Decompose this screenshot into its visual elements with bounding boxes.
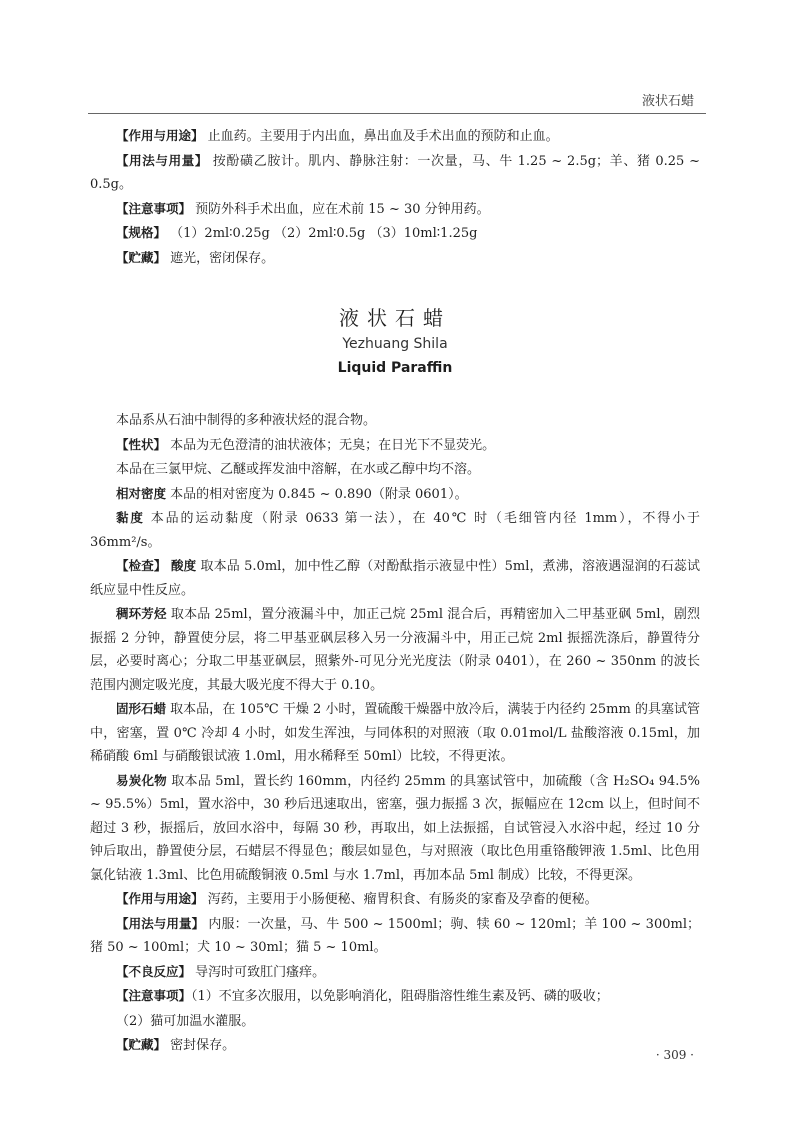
paragraph-text: 本品为无色澄清的油状液体；无臭；在日光下不显荧光。 bbox=[166, 437, 496, 453]
paragraph-text: 内服：一次量，马、牛 500 ~ 1500ml；驹、犊 60 ~ 120ml；羊 100 ~ 300ml；猪 50 ~ 100ml；犬 10 ~ 30ml；猫 5 ~ 10ml。 bbox=[90, 916, 700, 955]
paragraph-text: 按酚磺乙胺计。肌内、静脉注射：一次量，马、牛 1.25 ~ 2.5g；羊、猪 0.25 ~ 0.5g。 bbox=[90, 153, 700, 192]
body-paragraph-storage bbox=[90, 1033, 700, 1058]
paragraph-text: 密封保存。 bbox=[166, 1038, 236, 1053]
body-paragraph-definition bbox=[90, 408, 700, 433]
paragraph-text: 泻药，主要用于小肠便秘、瘤胃积食、有肠炎的家畜及孕畜的便秘。 bbox=[203, 892, 598, 907]
paragraph-text: 本品的运动黏度（附录 0633 第一法），在 40℃ 时（毛细管内径 1mm），不得小于 36mm²/s。 bbox=[90, 511, 700, 550]
section-label: 【作用与用途】 bbox=[116, 891, 204, 906]
section-label: 【注意事项】 bbox=[116, 988, 192, 1003]
paragraph-text: （2）猫可加温水灌服。 bbox=[116, 1013, 255, 1029]
page-content bbox=[90, 124, 700, 1058]
paragraph-text: 本品系从石油中制得的多种液状烃的混合物。 bbox=[116, 413, 377, 428]
paragraph-text: 预防外科手术出血，应在术前 15 ~ 30 分钟用药。 bbox=[191, 201, 490, 217]
top-paragraph-storage bbox=[90, 246, 700, 271]
body-paragraph-solid-paraffin bbox=[90, 697, 700, 769]
header-divider bbox=[88, 113, 706, 114]
paragraph-text: 取本品 5.0ml，加中性乙醇（对酚酞指示液显中性）5ml，煮沸，溶液遇湿润的石蕊试纸应显中性反应。 bbox=[90, 559, 700, 598]
body-paragraph-precautions bbox=[90, 984, 700, 1009]
page-number: · 309 · bbox=[655, 1048, 694, 1062]
monograph-title-chinese: 液状石蜡 bbox=[339, 306, 451, 330]
body-paragraph-use bbox=[90, 887, 700, 912]
section-label: 【注意事项】 bbox=[116, 200, 192, 216]
paragraph-text: 止血药。主要用于内出血，鼻出血及手术出血的预防和止血。 bbox=[203, 129, 559, 144]
section-label: 【不良反应】 bbox=[116, 963, 192, 979]
section-label: 【贮藏】 bbox=[116, 249, 167, 265]
body-paragraph-description bbox=[90, 433, 700, 458]
paragraph-text: （1）不宜多次服用，以免影响消化，阻碍脂溶性维生素及钙、磷的吸收； bbox=[191, 989, 609, 1004]
body-paragraph-carbonizable-substances bbox=[90, 769, 700, 888]
monograph-title-english: Liquid Paraffin bbox=[337, 360, 453, 376]
paragraph-text: 取本品，在 105℃ 干燥 2 小时，置硫酸干燥器中放冷后，满装于内径约 25mm 的具塞试管中，密塞，置 0℃ 冷却 4 小时，如发生浑浊，与同体积的对照液（取 0.01mol/L 盐酸溶液 0.15ml，加稀硝酸 6ml 与硝酸银试液 1.0ml，用水稀释至 50ml）比较，不得更浓。 bbox=[90, 702, 700, 764]
body-paragraph-relative-density bbox=[90, 482, 700, 507]
top-paragraph-use bbox=[90, 124, 700, 149]
section-label: 易炭化物 bbox=[116, 772, 167, 788]
body-paragraph-dosage bbox=[90, 912, 700, 960]
body-paragraph-polycyclic-aromatics bbox=[90, 602, 700, 697]
section-label: 相对密度 bbox=[116, 485, 167, 501]
top-paragraph-precautions bbox=[90, 197, 700, 222]
section-label: 【检查】 酸度 bbox=[116, 558, 197, 573]
paragraph-text: （1）2ml∶0.25g （2）2ml∶0.5g （3）10ml∶1.25g bbox=[166, 226, 478, 241]
section-label: 稠环芳烃 bbox=[116, 606, 167, 621]
body-paragraph-viscosity bbox=[90, 506, 700, 554]
body-paragraph-precautions-cont bbox=[90, 1009, 700, 1034]
paragraph-text: 本品在三氯甲烷、乙醚或挥发油中溶解，在水或乙醇中均不溶。 bbox=[116, 462, 481, 477]
section-label: 【性状】 bbox=[116, 436, 167, 452]
running-header-title: 液状石蜡 bbox=[641, 94, 694, 109]
top-paragraph-dosage bbox=[90, 149, 700, 197]
top-paragraph-specification bbox=[90, 221, 700, 246]
paragraph-text: 导泻时可致肛门瘙痒。 bbox=[191, 964, 326, 980]
paragraph-text: 本品的相对密度为 0.845 ~ 0.890（附录 0601）。 bbox=[166, 486, 468, 502]
section-label: 【用法与用量】 bbox=[116, 915, 205, 931]
body-paragraph-solubility bbox=[90, 457, 700, 482]
section-label: 【规格】 bbox=[116, 225, 167, 240]
section-label: 黏度 bbox=[116, 510, 145, 525]
section-label: 固形石蜡 bbox=[116, 701, 167, 716]
section-label: 【作用与用途】 bbox=[116, 128, 204, 143]
monograph-heading bbox=[90, 304, 700, 380]
paragraph-text: 取本品 25ml，置分液漏斗中，加正己烷 25ml 混合后，再精密加入二甲基亚砜 5ml，剧烈振摇 2 分钟，静置使分层，将二甲基亚砜层移入另一分液漏斗中，用正己烷 2ml 振摇洗涤后，静置待分层，必要时离心；分取二甲基亚砜层，照紫外-可见分光光度法（附录 0401），在 260 ~ 350nm 的波长范围内测定吸光度，其最大吸光度不得大于 0.10。 bbox=[90, 607, 700, 693]
section-label: 【贮藏】 bbox=[116, 1037, 167, 1052]
paragraph-text: 取本品 5ml，置长约 160mm，内径约 25mm 的具塞试管中，加硫酸（含 H₂SO₄ 94.5% ~ 95.5%）5ml，置水浴中，30 秒后迅速取出，密塞，强力振摇 3 次，振幅应在 12cm 以上，但时间不超过 3 秒，振摇后，放回水浴中，每隔 30 秒，再取出，如上法振摇，自试管浸入水浴中起，经过 10 分钟后取出，静置使分层，石蜡层不得显色；酸层如显色，与对照液（取比色用重铬酸钾液 1.5ml、比色用氯化钴液 1.3ml、比色用硫酸铜液 0.5ml 与水 1.7ml，再加本品 5ml 制成）比较，不得更深。 bbox=[90, 773, 700, 883]
section-label: 【用法与用量】 bbox=[116, 152, 208, 168]
monograph-title-pinyin: Yezhuang Shila bbox=[342, 336, 448, 352]
body-paragraph-adverse-reactions bbox=[90, 960, 700, 985]
paragraph-text: 遮光，密闭保存。 bbox=[166, 250, 275, 266]
body-paragraph-acidity bbox=[90, 554, 700, 602]
